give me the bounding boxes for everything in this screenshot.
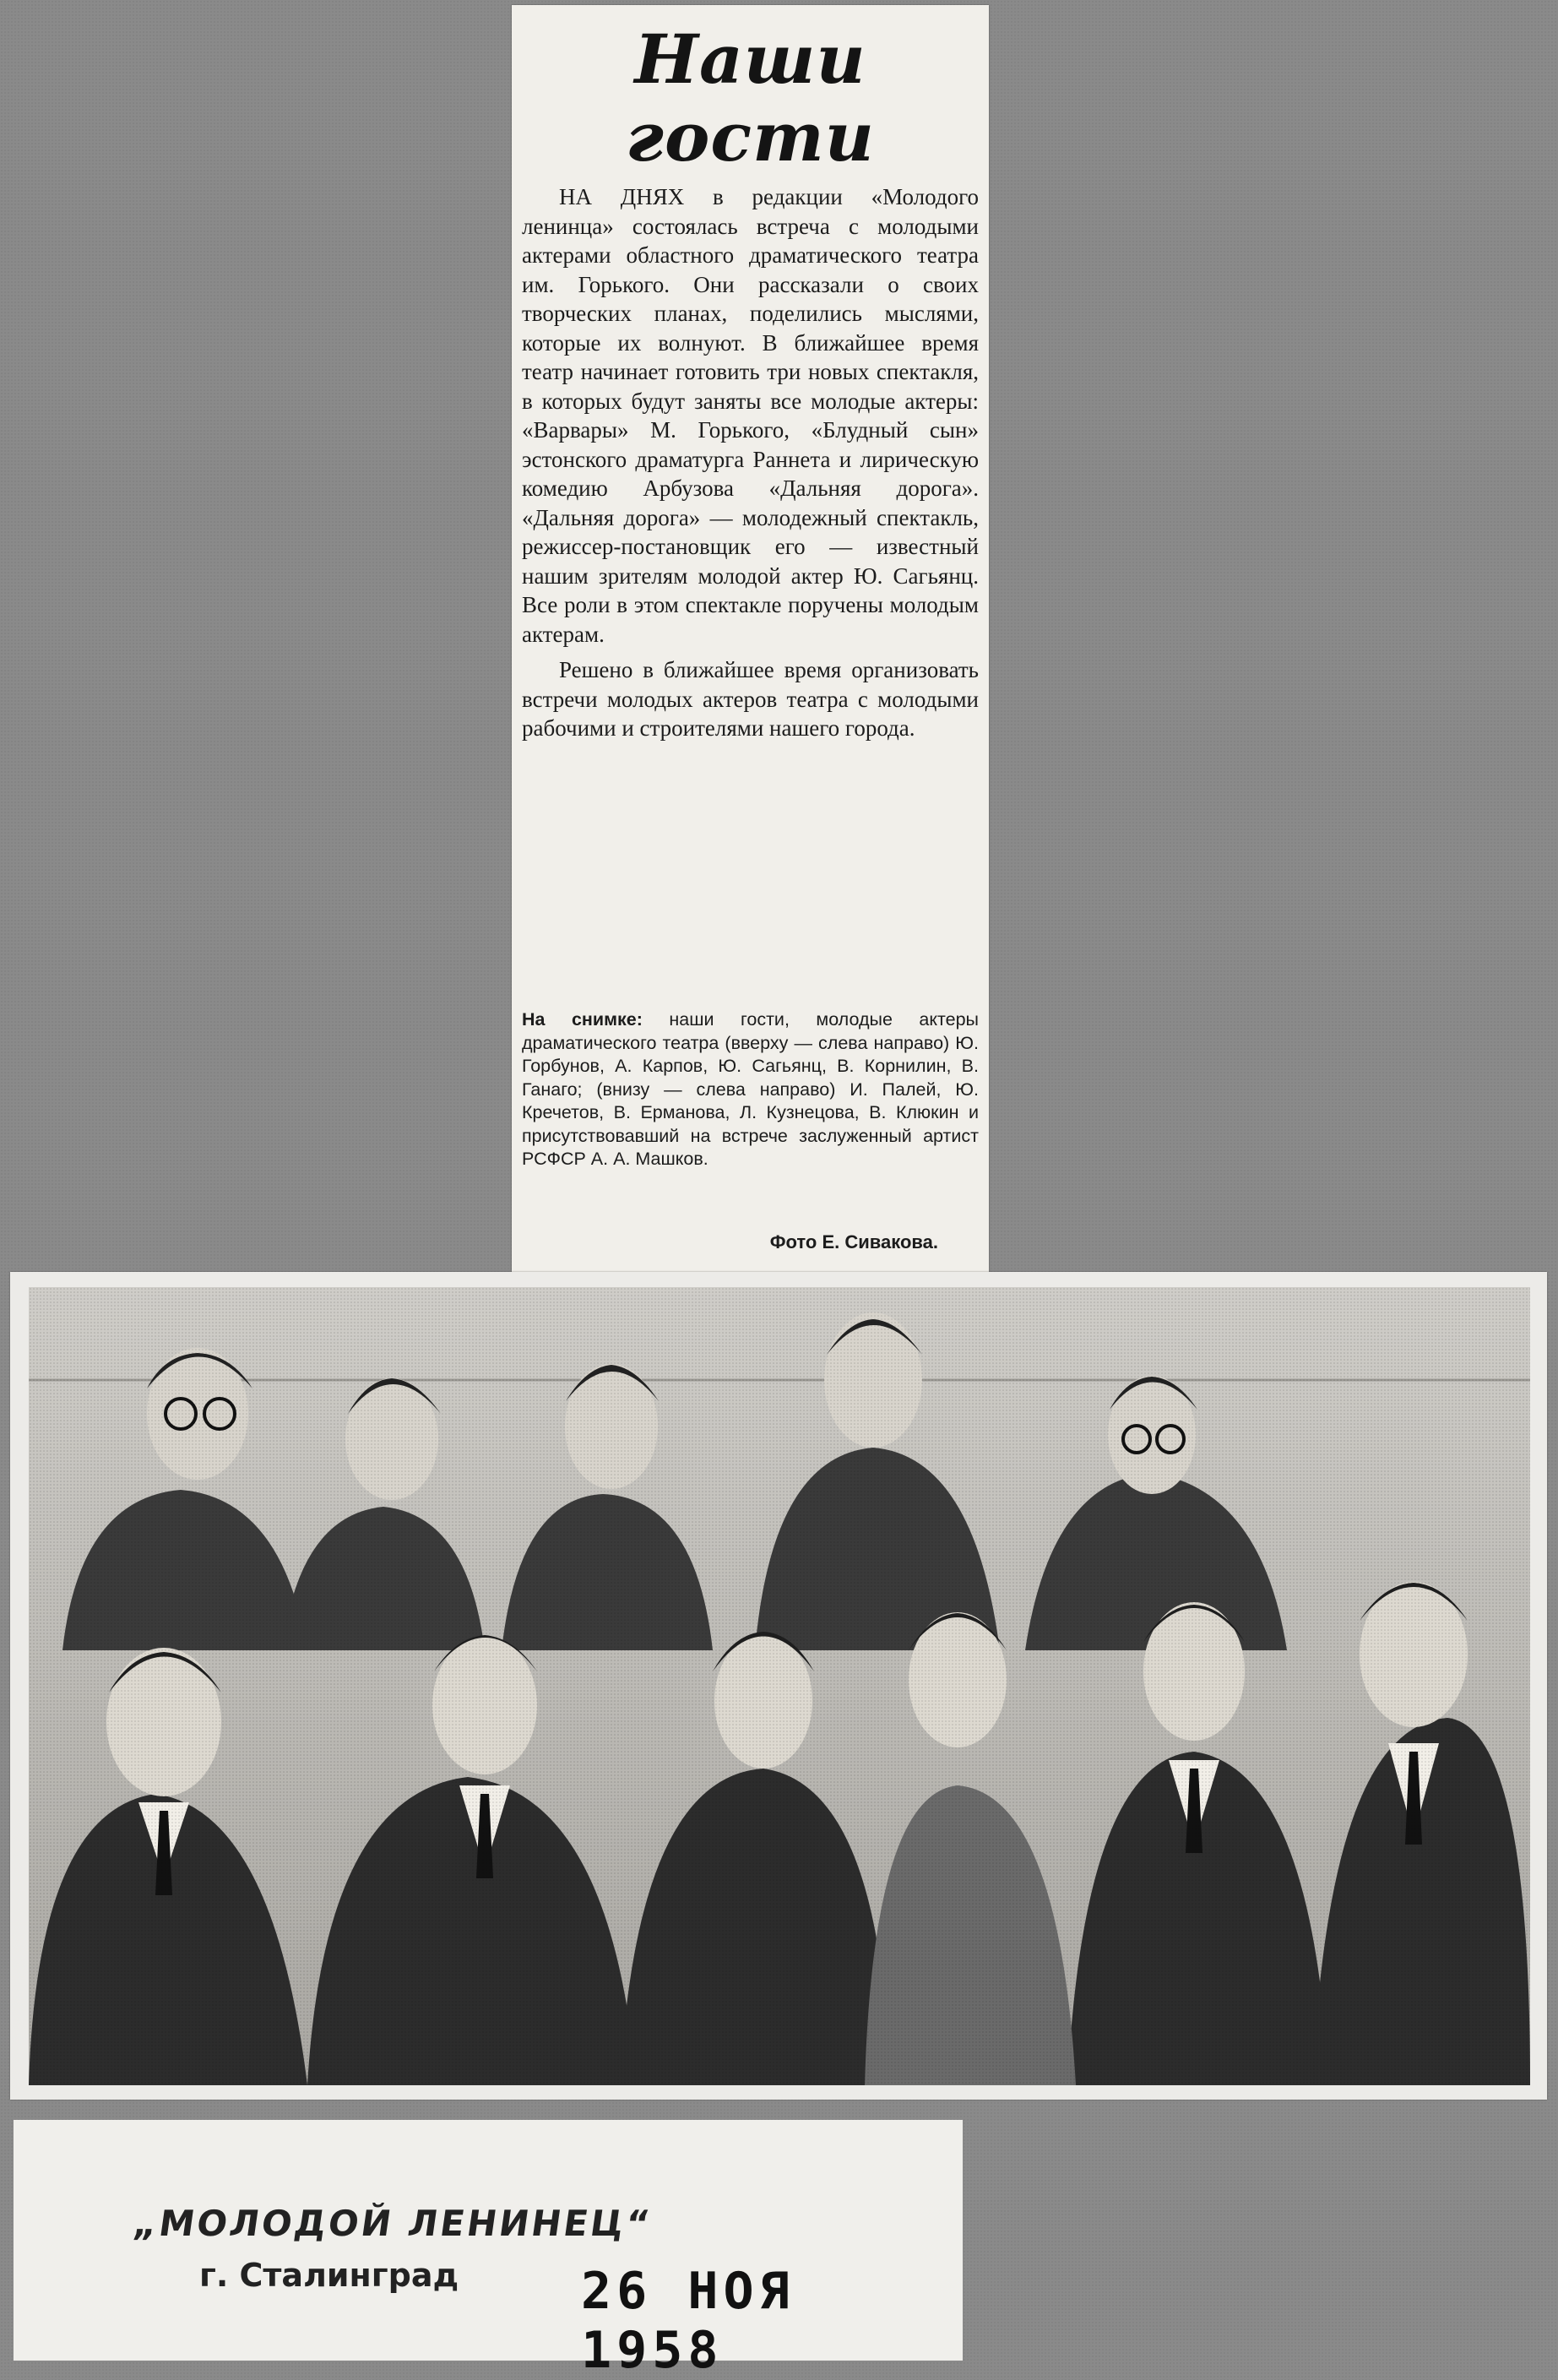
article-body [522, 182, 979, 743]
group-photo [10, 1272, 1547, 2100]
article-clipping [512, 5, 989, 1272]
article-paragraph-1: НА ДНЯХ в редакции «Молодого ленинца» состоялась встреча с молодыми актерами областного драматического театра им. Горького. Они рассказали о своих творческих планах, поделились мыслями, которые их волнуют. В ближайшее время театр начинает готовить три новых спектакля, в которых будут заняты все молодые актеры: «Варвары» М. Горького, «Блудный сын» эстонского драматурга Раннета и лирическую комедию Арбузова «Дальняя дорога». «Дальняя дорога» — молодежный спектакль, режиссер-постановщик его — известный нашим зрителям молодой актер Ю. Сагьянц. Все роли в этом спектакле поручены молодым актерам. [522, 184, 979, 647]
caption-text: наши гости, молодые актеры драматического театра (вверху — слева направо) Ю. Горбунов, А. Карпов, Ю. Сагьянц, В. Корнилин, В. Ганаго; (внизу — слева направо) И. Палей, Ю. Кречетов, В. Ерманова, Л. Кузнецова, В. Клюкин и присутствовавший на встрече заслуженный артист РСФСР А. А. Машков. [522, 1009, 979, 1169]
group-photo-illustration [29, 1287, 1530, 2085]
newspaper-stamp [14, 2120, 963, 2380]
photo-caption [522, 1008, 979, 1171]
stamp-newspaper-name: „МОЛОДОЙ ЛЕНИНЕЦ“ [130, 2203, 655, 2244]
stamp-city: г. Сталинград [199, 2257, 459, 2294]
headline-line-1: Наши [634, 19, 866, 99]
headline-line-2: гости [626, 97, 875, 177]
photo-credit: Фото Е. Сивакова. [769, 1231, 938, 1252]
caption-lead: На снимке: [522, 1009, 643, 1030]
article-headline [512, 20, 989, 176]
stamp-date: 26 НОЯ 1958 [581, 2262, 795, 2380]
article-paragraph-2: Решено в ближайшее время организовать встречи молодых актеров театра с молодыми рабочими и строителями нашего города. [522, 657, 979, 741]
